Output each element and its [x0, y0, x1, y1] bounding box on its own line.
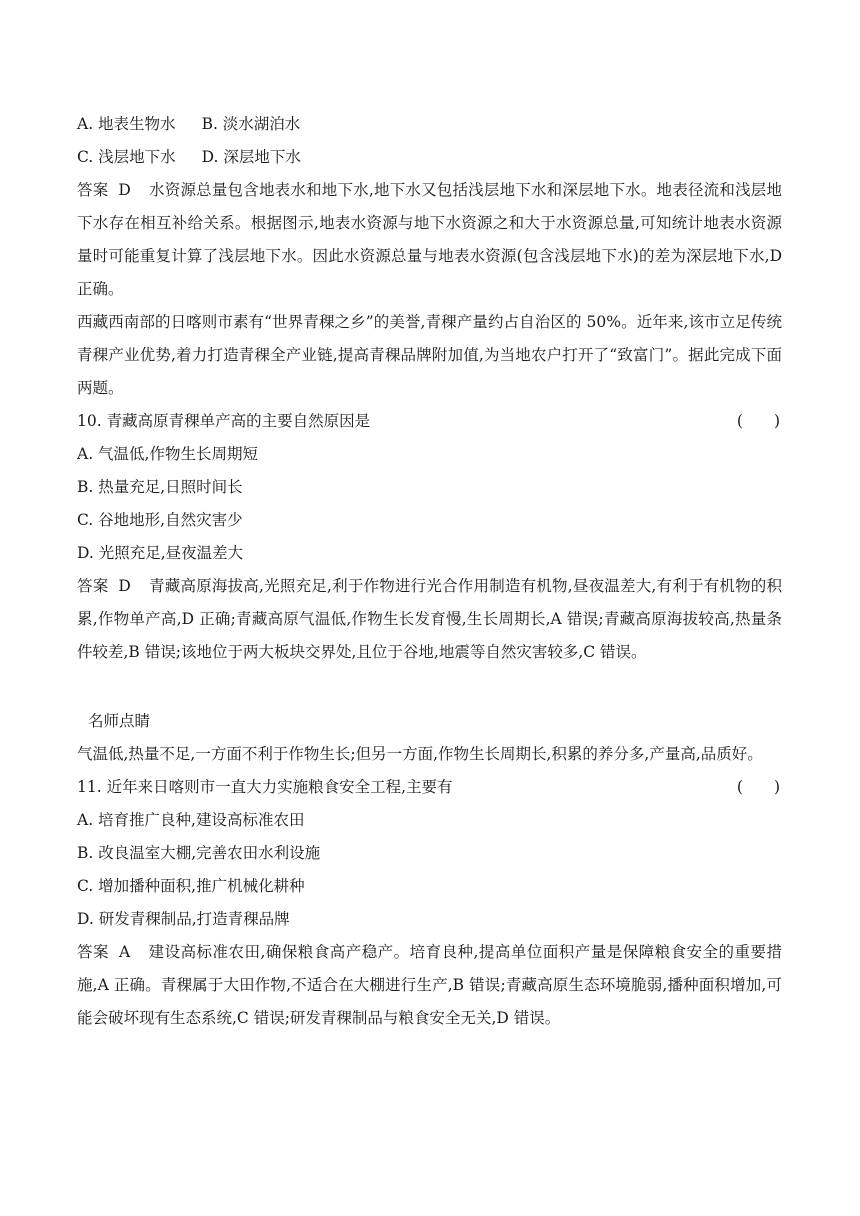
answer-explanation: 建设高标准农田,确保粮食高产稳产。培育良种,提高单位面积产量是保障粮食安全的重要措施,A 正确。青稞属于大田作物,不适合在大棚进行生产,B 错误;青藏高原生态环境脆弱,播种面积增加,可能会破坏现有生态系统,C 错误;研发青稞制品与粮食安全无关,D 错误。	[77, 943, 782, 1027]
q9-options-row-2	[77, 141, 782, 174]
answer-letter: D	[118, 181, 131, 199]
q9-option-a: A. 地表生物水	[77, 115, 176, 133]
q10-option-d: D. 光照充足,昼夜温差大	[77, 544, 244, 562]
section-spacer	[77, 669, 782, 705]
q9-answer	[77, 174, 782, 306]
q11-option-d: D. 研发青稞制品,打造青稞品牌	[77, 910, 290, 928]
q10-option-b: B. 热量充足,日照时间长	[77, 478, 243, 496]
tip-title: 名师点睛	[88, 712, 151, 730]
q9-options-row-1	[77, 108, 782, 141]
q10-question-text: 10. 青藏高原青稞单产高的主要自然原因是	[77, 412, 371, 430]
answer-explanation: 水资源总量包含地表水和地下水,地下水又包括浅层地下水和深层地下水。地表径流和浅层地下水存在相互补给关系。根据图示,地表水资源与地下水资源之和大于水资源总量,可知统计地表水资源量时可能重复计算了浅层地下水。因此水资源总量与地表水资源(包含浅层地下水)的差为深层地下水,D 正确。	[77, 181, 782, 298]
answer-letter: D	[118, 577, 131, 595]
q10-question	[77, 405, 782, 438]
q9-option-b: B. 淡水湖泊水	[201, 115, 301, 133]
q10-option-a: A. 气温低,作物生长周期短	[77, 445, 258, 463]
document-page	[77, 108, 782, 1035]
q11-option-c: C. 增加播种面积,推广机械化耕种	[77, 877, 305, 895]
q11-answer-bracket: ( )	[736, 778, 780, 796]
answer-label: 答案	[77, 181, 109, 199]
answer-letter: A	[118, 943, 131, 961]
q10-answer-bracket: ( )	[736, 412, 780, 430]
answer-label: 答案	[77, 943, 109, 961]
q11-question-text: 11. 近年来日喀则市一直大力实施粮食安全工程,主要有	[77, 778, 453, 796]
q10-option-c: C. 谷地地形,自然灾害少	[77, 511, 243, 529]
tip-body: 气温低,热量不足,一方面不利于作物生长;但另一方面,作物生长周期长,积累的养分多,产量高,品质好。	[77, 745, 763, 763]
answer-explanation: 青藏高原海拔高,光照充足,利于作物进行光合作用制造有机物,昼夜温差大,有利于有机物的积累,作物单产高,D 正确;青藏高原气温低,作物生长发育慢,生长周期长,A 错误;青藏高原海拔较高,热量条件较差,B 错误;该地位于两大板块交界处,且位于谷地,地震等自然灾害较多,C 错误。	[77, 577, 782, 661]
answer-label: 答案	[77, 577, 109, 595]
q11-option-b: B. 改良温室大棚,完善农田水利设施	[77, 844, 321, 862]
q11-question	[77, 771, 782, 804]
q9-option-d: D. 深层地下水	[201, 148, 301, 166]
q11-answer	[77, 936, 782, 1035]
q10-answer	[77, 570, 782, 669]
question-stem: 西藏西南部的日喀则市素有“世界青稞之乡”的美誉,青稞产量约占自治区的 50%。近年来,该市立足传统青稞产业优势,着力打造青稞全产业链,提高青稞品牌附加值,为当地农户打开了“致富门”。据此完成下面两题。	[77, 313, 782, 397]
q11-option-a: A. 培育推广良种,建设高标准农田	[77, 811, 305, 829]
q9-option-c: C. 浅层地下水	[77, 148, 176, 166]
